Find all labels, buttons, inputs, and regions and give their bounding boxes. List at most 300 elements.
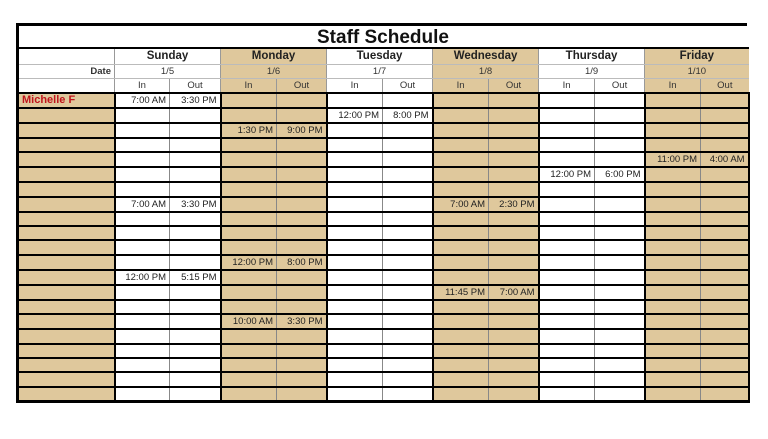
shift-in-cell[interactable] bbox=[433, 93, 489, 108]
shift-in-cell[interactable] bbox=[645, 197, 701, 212]
shift-in-cell[interactable] bbox=[645, 240, 701, 254]
shift-out-cell[interactable] bbox=[595, 270, 645, 285]
shift-in-cell[interactable]: 11:00 PM bbox=[645, 152, 701, 167]
date-cell[interactable]: 1/7 bbox=[327, 64, 433, 78]
shift-out-cell[interactable] bbox=[383, 300, 433, 314]
employee-name-cell[interactable] bbox=[18, 152, 115, 167]
shift-in-cell[interactable] bbox=[433, 108, 489, 123]
shift-in-cell[interactable] bbox=[645, 372, 701, 386]
out-header[interactable]: Out bbox=[701, 78, 749, 93]
employee-name-cell[interactable] bbox=[18, 387, 115, 401]
shift-out-cell[interactable] bbox=[170, 344, 221, 358]
shift-in-cell[interactable] bbox=[115, 314, 170, 329]
shift-in-cell[interactable] bbox=[221, 152, 277, 167]
shift-out-cell[interactable] bbox=[170, 372, 221, 386]
shift-out-cell[interactable] bbox=[701, 358, 749, 372]
shift-in-cell[interactable] bbox=[433, 182, 489, 196]
shift-out-cell[interactable] bbox=[489, 240, 539, 254]
shift-in-cell[interactable]: 7:00 AM bbox=[115, 197, 170, 212]
shift-in-cell[interactable] bbox=[327, 314, 383, 329]
shift-out-cell[interactable] bbox=[595, 240, 645, 254]
shift-out-cell[interactable] bbox=[701, 240, 749, 254]
shift-in-cell[interactable]: 7:00 AM bbox=[115, 93, 170, 108]
shift-in-cell[interactable] bbox=[115, 285, 170, 300]
shift-out-cell[interactable] bbox=[595, 226, 645, 240]
shift-out-cell[interactable] bbox=[383, 123, 433, 138]
shift-out-cell[interactable] bbox=[170, 182, 221, 196]
shift-out-cell[interactable] bbox=[701, 270, 749, 285]
shift-out-cell[interactable] bbox=[489, 108, 539, 123]
shift-in-cell[interactable] bbox=[327, 226, 383, 240]
shift-in-cell[interactable] bbox=[539, 387, 595, 401]
shift-in-cell[interactable] bbox=[433, 387, 489, 401]
employee-name-cell[interactable] bbox=[18, 270, 115, 285]
shift-in-cell[interactable] bbox=[221, 329, 277, 343]
shift-out-cell[interactable] bbox=[170, 152, 221, 167]
shift-in-cell[interactable] bbox=[115, 240, 170, 254]
shift-out-cell[interactable] bbox=[277, 387, 327, 401]
shift-out-cell[interactable]: 8:00 PM bbox=[383, 108, 433, 123]
shift-out-cell[interactable] bbox=[277, 212, 327, 226]
shift-in-cell[interactable] bbox=[221, 372, 277, 386]
shift-out-cell[interactable] bbox=[595, 93, 645, 108]
shift-out-cell[interactable] bbox=[277, 226, 327, 240]
shift-in-cell[interactable] bbox=[433, 314, 489, 329]
shift-out-cell[interactable] bbox=[489, 93, 539, 108]
shift-out-cell[interactable] bbox=[489, 300, 539, 314]
shift-out-cell[interactable] bbox=[595, 212, 645, 226]
shift-out-cell[interactable]: 5:15 PM bbox=[170, 270, 221, 285]
shift-out-cell[interactable] bbox=[277, 138, 327, 152]
employee-name-cell[interactable] bbox=[18, 314, 115, 329]
employee-name-cell[interactable] bbox=[18, 300, 115, 314]
employee-name-cell[interactable] bbox=[18, 240, 115, 254]
out-header[interactable]: Out bbox=[595, 78, 645, 93]
shift-out-cell[interactable] bbox=[170, 314, 221, 329]
blank-header-cell[interactable] bbox=[18, 78, 115, 93]
shift-in-cell[interactable] bbox=[221, 138, 277, 152]
shift-out-cell[interactable] bbox=[383, 358, 433, 372]
shift-in-cell[interactable] bbox=[645, 329, 701, 343]
shift-out-cell[interactable] bbox=[489, 182, 539, 196]
shift-in-cell[interactable] bbox=[433, 152, 489, 167]
day-header-tuesday[interactable]: Tuesday bbox=[327, 48, 433, 64]
shift-in-cell[interactable] bbox=[221, 240, 277, 254]
shift-out-cell[interactable] bbox=[170, 226, 221, 240]
shift-in-cell[interactable] bbox=[539, 152, 595, 167]
shift-out-cell[interactable] bbox=[595, 387, 645, 401]
shift-in-cell[interactable] bbox=[539, 270, 595, 285]
shift-out-cell[interactable] bbox=[383, 329, 433, 343]
shift-in-cell[interactable] bbox=[327, 329, 383, 343]
employee-name-cell[interactable] bbox=[18, 226, 115, 240]
shift-in-cell[interactable]: 10:00 AM bbox=[221, 314, 277, 329]
shift-out-cell[interactable] bbox=[701, 226, 749, 240]
shift-out-cell[interactable] bbox=[595, 123, 645, 138]
employee-name-cell[interactable] bbox=[18, 358, 115, 372]
shift-out-cell[interactable] bbox=[277, 108, 327, 123]
shift-in-cell[interactable] bbox=[327, 212, 383, 226]
shift-in-cell[interactable] bbox=[115, 226, 170, 240]
shift-out-cell[interactable] bbox=[701, 314, 749, 329]
shift-out-cell[interactable] bbox=[489, 372, 539, 386]
employee-name-cell[interactable] bbox=[18, 285, 115, 300]
shift-in-cell[interactable] bbox=[115, 108, 170, 123]
shift-in-cell[interactable] bbox=[327, 152, 383, 167]
shift-in-cell[interactable] bbox=[327, 387, 383, 401]
shift-out-cell[interactable] bbox=[277, 167, 327, 182]
out-header[interactable]: Out bbox=[383, 78, 433, 93]
shift-out-cell[interactable] bbox=[383, 285, 433, 300]
shift-out-cell[interactable] bbox=[595, 300, 645, 314]
shift-out-cell[interactable] bbox=[383, 270, 433, 285]
corner-cell[interactable] bbox=[18, 48, 115, 64]
shift-out-cell[interactable] bbox=[595, 152, 645, 167]
shift-in-cell[interactable] bbox=[327, 372, 383, 386]
shift-out-cell[interactable] bbox=[489, 270, 539, 285]
shift-out-cell[interactable] bbox=[595, 255, 645, 270]
day-header-sunday[interactable]: Sunday bbox=[115, 48, 221, 64]
shift-in-cell[interactable] bbox=[645, 255, 701, 270]
shift-out-cell[interactable] bbox=[277, 300, 327, 314]
shift-out-cell[interactable] bbox=[383, 372, 433, 386]
shift-in-cell[interactable] bbox=[221, 108, 277, 123]
shift-out-cell[interactable] bbox=[277, 240, 327, 254]
shift-in-cell[interactable] bbox=[539, 314, 595, 329]
shift-out-cell[interactable] bbox=[170, 300, 221, 314]
shift-out-cell[interactable] bbox=[383, 182, 433, 196]
shift-out-cell[interactable] bbox=[701, 387, 749, 401]
shift-out-cell[interactable] bbox=[595, 285, 645, 300]
shift-in-cell[interactable] bbox=[433, 344, 489, 358]
shift-out-cell[interactable] bbox=[595, 197, 645, 212]
shift-in-cell[interactable] bbox=[539, 197, 595, 212]
shift-out-cell[interactable] bbox=[489, 314, 539, 329]
shift-in-cell[interactable] bbox=[645, 167, 701, 182]
shift-in-cell[interactable] bbox=[433, 270, 489, 285]
shift-in-cell[interactable] bbox=[433, 358, 489, 372]
shift-in-cell[interactable] bbox=[645, 300, 701, 314]
shift-out-cell[interactable]: 7:00 AM bbox=[489, 285, 539, 300]
shift-out-cell[interactable] bbox=[383, 197, 433, 212]
shift-out-cell[interactable]: 3:30 PM bbox=[170, 197, 221, 212]
shift-out-cell[interactable] bbox=[489, 344, 539, 358]
shift-out-cell[interactable] bbox=[383, 138, 433, 152]
shift-out-cell[interactable] bbox=[595, 329, 645, 343]
shift-in-cell[interactable] bbox=[433, 226, 489, 240]
date-cell[interactable]: 1/8 bbox=[433, 64, 539, 78]
shift-out-cell[interactable] bbox=[383, 344, 433, 358]
shift-out-cell[interactable] bbox=[170, 167, 221, 182]
shift-out-cell[interactable] bbox=[170, 212, 221, 226]
shift-out-cell[interactable] bbox=[701, 285, 749, 300]
employee-name-cell[interactable] bbox=[18, 372, 115, 386]
shift-in-cell[interactable] bbox=[115, 152, 170, 167]
shift-in-cell[interactable] bbox=[539, 226, 595, 240]
shift-in-cell[interactable] bbox=[221, 226, 277, 240]
shift-out-cell[interactable] bbox=[277, 152, 327, 167]
shift-in-cell[interactable] bbox=[539, 372, 595, 386]
shift-out-cell[interactable] bbox=[595, 372, 645, 386]
day-header-thursday[interactable]: Thursday bbox=[539, 48, 645, 64]
shift-out-cell[interactable]: 3:30 PM bbox=[170, 93, 221, 108]
shift-out-cell[interactable] bbox=[701, 108, 749, 123]
in-header[interactable]: In bbox=[115, 78, 170, 93]
shift-in-cell[interactable]: 1:30 PM bbox=[221, 123, 277, 138]
employee-name-cell[interactable] bbox=[18, 123, 115, 138]
shift-out-cell[interactable] bbox=[701, 93, 749, 108]
employee-name-cell[interactable] bbox=[18, 138, 115, 152]
shift-in-cell[interactable] bbox=[221, 167, 277, 182]
shift-in-cell[interactable] bbox=[221, 387, 277, 401]
date-cell[interactable]: 1/9 bbox=[539, 64, 645, 78]
shift-in-cell[interactable] bbox=[115, 372, 170, 386]
shift-out-cell[interactable] bbox=[701, 212, 749, 226]
shift-out-cell[interactable]: 3:30 PM bbox=[277, 314, 327, 329]
shift-out-cell[interactable] bbox=[595, 138, 645, 152]
shift-in-cell[interactable] bbox=[645, 344, 701, 358]
shift-in-cell[interactable] bbox=[221, 300, 277, 314]
shift-out-cell[interactable] bbox=[489, 329, 539, 343]
shift-in-cell[interactable] bbox=[115, 255, 170, 270]
shift-in-cell[interactable] bbox=[327, 300, 383, 314]
shift-out-cell[interactable] bbox=[383, 240, 433, 254]
shift-in-cell[interactable] bbox=[645, 358, 701, 372]
shift-in-cell[interactable] bbox=[539, 358, 595, 372]
shift-out-cell[interactable] bbox=[170, 108, 221, 123]
shift-in-cell[interactable] bbox=[539, 285, 595, 300]
shift-in-cell[interactable] bbox=[327, 182, 383, 196]
shift-in-cell[interactable] bbox=[115, 138, 170, 152]
shift-out-cell[interactable] bbox=[383, 212, 433, 226]
shift-out-cell[interactable] bbox=[383, 167, 433, 182]
in-header[interactable]: In bbox=[539, 78, 595, 93]
employee-name-cell[interactable] bbox=[18, 212, 115, 226]
shift-out-cell[interactable] bbox=[595, 314, 645, 329]
in-header[interactable]: In bbox=[645, 78, 701, 93]
employee-name-cell[interactable] bbox=[18, 197, 115, 212]
shift-out-cell[interactable] bbox=[595, 344, 645, 358]
shift-in-cell[interactable] bbox=[433, 212, 489, 226]
shift-in-cell[interactable] bbox=[539, 212, 595, 226]
shift-out-cell[interactable] bbox=[170, 387, 221, 401]
shift-out-cell[interactable] bbox=[277, 182, 327, 196]
shift-out-cell[interactable] bbox=[277, 93, 327, 108]
shift-out-cell[interactable] bbox=[489, 387, 539, 401]
shift-out-cell[interactable] bbox=[701, 344, 749, 358]
shift-out-cell[interactable] bbox=[595, 182, 645, 196]
shift-in-cell[interactable] bbox=[221, 344, 277, 358]
shift-in-cell[interactable] bbox=[539, 255, 595, 270]
shift-out-cell[interactable] bbox=[277, 329, 327, 343]
shift-in-cell[interactable] bbox=[539, 123, 595, 138]
shift-out-cell[interactable] bbox=[383, 387, 433, 401]
shift-in-cell[interactable] bbox=[433, 300, 489, 314]
out-header[interactable]: Out bbox=[489, 78, 539, 93]
shift-in-cell[interactable]: 11:45 PM bbox=[433, 285, 489, 300]
shift-out-cell[interactable] bbox=[383, 226, 433, 240]
shift-in-cell[interactable] bbox=[539, 182, 595, 196]
shift-in-cell[interactable] bbox=[115, 344, 170, 358]
shift-in-cell[interactable]: 7:00 AM bbox=[433, 197, 489, 212]
shift-out-cell[interactable] bbox=[170, 255, 221, 270]
shift-out-cell[interactable] bbox=[701, 167, 749, 182]
shift-in-cell[interactable] bbox=[327, 285, 383, 300]
shift-in-cell[interactable] bbox=[433, 240, 489, 254]
shift-in-cell[interactable] bbox=[115, 212, 170, 226]
shift-out-cell[interactable] bbox=[277, 270, 327, 285]
out-header[interactable]: Out bbox=[170, 78, 221, 93]
shift-out-cell[interactable] bbox=[701, 182, 749, 196]
shift-in-cell[interactable] bbox=[539, 240, 595, 254]
shift-in-cell[interactable] bbox=[327, 93, 383, 108]
shift-in-cell[interactable] bbox=[115, 300, 170, 314]
shift-out-cell[interactable] bbox=[170, 138, 221, 152]
shift-in-cell[interactable] bbox=[539, 344, 595, 358]
shift-in-cell[interactable] bbox=[645, 93, 701, 108]
shift-in-cell[interactable] bbox=[221, 197, 277, 212]
shift-in-cell[interactable] bbox=[645, 285, 701, 300]
shift-in-cell[interactable] bbox=[433, 372, 489, 386]
date-cell[interactable]: 1/6 bbox=[221, 64, 327, 78]
shift-in-cell[interactable] bbox=[327, 197, 383, 212]
shift-out-cell[interactable] bbox=[701, 123, 749, 138]
shift-in-cell[interactable] bbox=[221, 358, 277, 372]
shift-in-cell[interactable] bbox=[327, 270, 383, 285]
shift-out-cell[interactable]: 8:00 PM bbox=[277, 255, 327, 270]
shift-in-cell[interactable]: 12:00 PM bbox=[539, 167, 595, 182]
shift-out-cell[interactable] bbox=[489, 212, 539, 226]
out-header[interactable]: Out bbox=[277, 78, 327, 93]
shift-out-cell[interactable] bbox=[277, 285, 327, 300]
shift-out-cell[interactable] bbox=[277, 358, 327, 372]
shift-out-cell[interactable] bbox=[489, 226, 539, 240]
shift-in-cell[interactable] bbox=[115, 358, 170, 372]
shift-in-cell[interactable] bbox=[115, 123, 170, 138]
in-header[interactable]: In bbox=[221, 78, 277, 93]
shift-in-cell[interactable] bbox=[645, 226, 701, 240]
shift-out-cell[interactable]: 2:30 PM bbox=[489, 197, 539, 212]
shift-in-cell[interactable] bbox=[115, 182, 170, 196]
shift-in-cell[interactable] bbox=[115, 167, 170, 182]
shift-in-cell[interactable] bbox=[221, 212, 277, 226]
shift-out-cell[interactable] bbox=[383, 93, 433, 108]
shift-out-cell[interactable] bbox=[595, 358, 645, 372]
title-cell[interactable] bbox=[16, 23, 747, 47]
shift-in-cell[interactable] bbox=[539, 300, 595, 314]
shift-in-cell[interactable] bbox=[433, 329, 489, 343]
day-header-monday[interactable]: Monday bbox=[221, 48, 327, 64]
shift-in-cell[interactable] bbox=[327, 240, 383, 254]
shift-out-cell[interactable] bbox=[170, 123, 221, 138]
employee-name-cell[interactable] bbox=[18, 255, 115, 270]
employee-name-cell[interactable] bbox=[18, 182, 115, 196]
shift-out-cell[interactable] bbox=[595, 108, 645, 123]
date-cell[interactable]: 1/10 bbox=[645, 64, 749, 78]
shift-in-cell[interactable] bbox=[539, 93, 595, 108]
shift-in-cell[interactable] bbox=[433, 138, 489, 152]
shift-in-cell[interactable] bbox=[539, 329, 595, 343]
shift-out-cell[interactable] bbox=[170, 240, 221, 254]
shift-in-cell[interactable] bbox=[539, 138, 595, 152]
shift-in-cell[interactable] bbox=[433, 167, 489, 182]
shift-out-cell[interactable] bbox=[170, 329, 221, 343]
shift-in-cell[interactable] bbox=[327, 138, 383, 152]
shift-out-cell[interactable] bbox=[701, 329, 749, 343]
shift-in-cell[interactable] bbox=[221, 182, 277, 196]
shift-out-cell[interactable] bbox=[489, 138, 539, 152]
shift-out-cell[interactable] bbox=[383, 152, 433, 167]
shift-out-cell[interactable] bbox=[170, 285, 221, 300]
shift-out-cell[interactable] bbox=[489, 123, 539, 138]
employee-name-cell[interactable]: Michelle F bbox=[18, 93, 115, 108]
shift-in-cell[interactable] bbox=[327, 255, 383, 270]
shift-in-cell[interactable] bbox=[433, 123, 489, 138]
shift-out-cell[interactable] bbox=[701, 300, 749, 314]
shift-in-cell[interactable] bbox=[327, 344, 383, 358]
shift-out-cell[interactable]: 9:00 PM bbox=[277, 123, 327, 138]
shift-out-cell[interactable] bbox=[701, 372, 749, 386]
shift-in-cell[interactable] bbox=[539, 108, 595, 123]
shift-in-cell[interactable]: 12:00 PM bbox=[115, 270, 170, 285]
employee-name-cell[interactable] bbox=[18, 329, 115, 343]
shift-out-cell[interactable] bbox=[383, 255, 433, 270]
shift-in-cell[interactable] bbox=[645, 387, 701, 401]
shift-out-cell[interactable] bbox=[277, 344, 327, 358]
shift-in-cell[interactable] bbox=[221, 93, 277, 108]
shift-in-cell[interactable] bbox=[327, 167, 383, 182]
shift-in-cell[interactable] bbox=[221, 285, 277, 300]
employee-name-cell[interactable] bbox=[18, 344, 115, 358]
shift-in-cell[interactable] bbox=[645, 108, 701, 123]
employee-name-cell[interactable] bbox=[18, 167, 115, 182]
shift-out-cell[interactable]: 4:00 AM bbox=[701, 152, 749, 167]
shift-in-cell[interactable] bbox=[645, 270, 701, 285]
shift-out-cell[interactable] bbox=[701, 255, 749, 270]
date-cell[interactable]: 1/5 bbox=[115, 64, 221, 78]
shift-out-cell[interactable] bbox=[489, 167, 539, 182]
shift-in-cell[interactable] bbox=[645, 212, 701, 226]
shift-in-cell[interactable]: 12:00 PM bbox=[327, 108, 383, 123]
in-header[interactable]: In bbox=[433, 78, 489, 93]
shift-out-cell[interactable] bbox=[383, 314, 433, 329]
day-header-friday[interactable]: Friday bbox=[645, 48, 749, 64]
shift-out-cell[interactable] bbox=[701, 197, 749, 212]
shift-in-cell[interactable] bbox=[645, 138, 701, 152]
shift-in-cell[interactable] bbox=[327, 123, 383, 138]
shift-in-cell[interactable] bbox=[645, 182, 701, 196]
shift-in-cell[interactable] bbox=[115, 329, 170, 343]
employee-name-cell[interactable] bbox=[18, 108, 115, 123]
shift-out-cell[interactable] bbox=[489, 358, 539, 372]
shift-in-cell[interactable]: 12:00 PM bbox=[221, 255, 277, 270]
shift-in-cell[interactable] bbox=[221, 270, 277, 285]
shift-in-cell[interactable] bbox=[433, 255, 489, 270]
shift-out-cell[interactable] bbox=[701, 138, 749, 152]
in-header[interactable]: In bbox=[327, 78, 383, 93]
shift-out-cell[interactable] bbox=[170, 358, 221, 372]
shift-in-cell[interactable] bbox=[327, 358, 383, 372]
shift-out-cell[interactable]: 6:00 PM bbox=[595, 167, 645, 182]
shift-in-cell[interactable] bbox=[645, 123, 701, 138]
shift-out-cell[interactable] bbox=[277, 372, 327, 386]
shift-out-cell[interactable] bbox=[489, 152, 539, 167]
shift-out-cell[interactable] bbox=[277, 197, 327, 212]
shift-out-cell[interactable] bbox=[489, 255, 539, 270]
shift-in-cell[interactable] bbox=[115, 387, 170, 401]
day-header-wednesday[interactable]: Wednesday bbox=[433, 48, 539, 64]
shift-in-cell[interactable] bbox=[645, 314, 701, 329]
